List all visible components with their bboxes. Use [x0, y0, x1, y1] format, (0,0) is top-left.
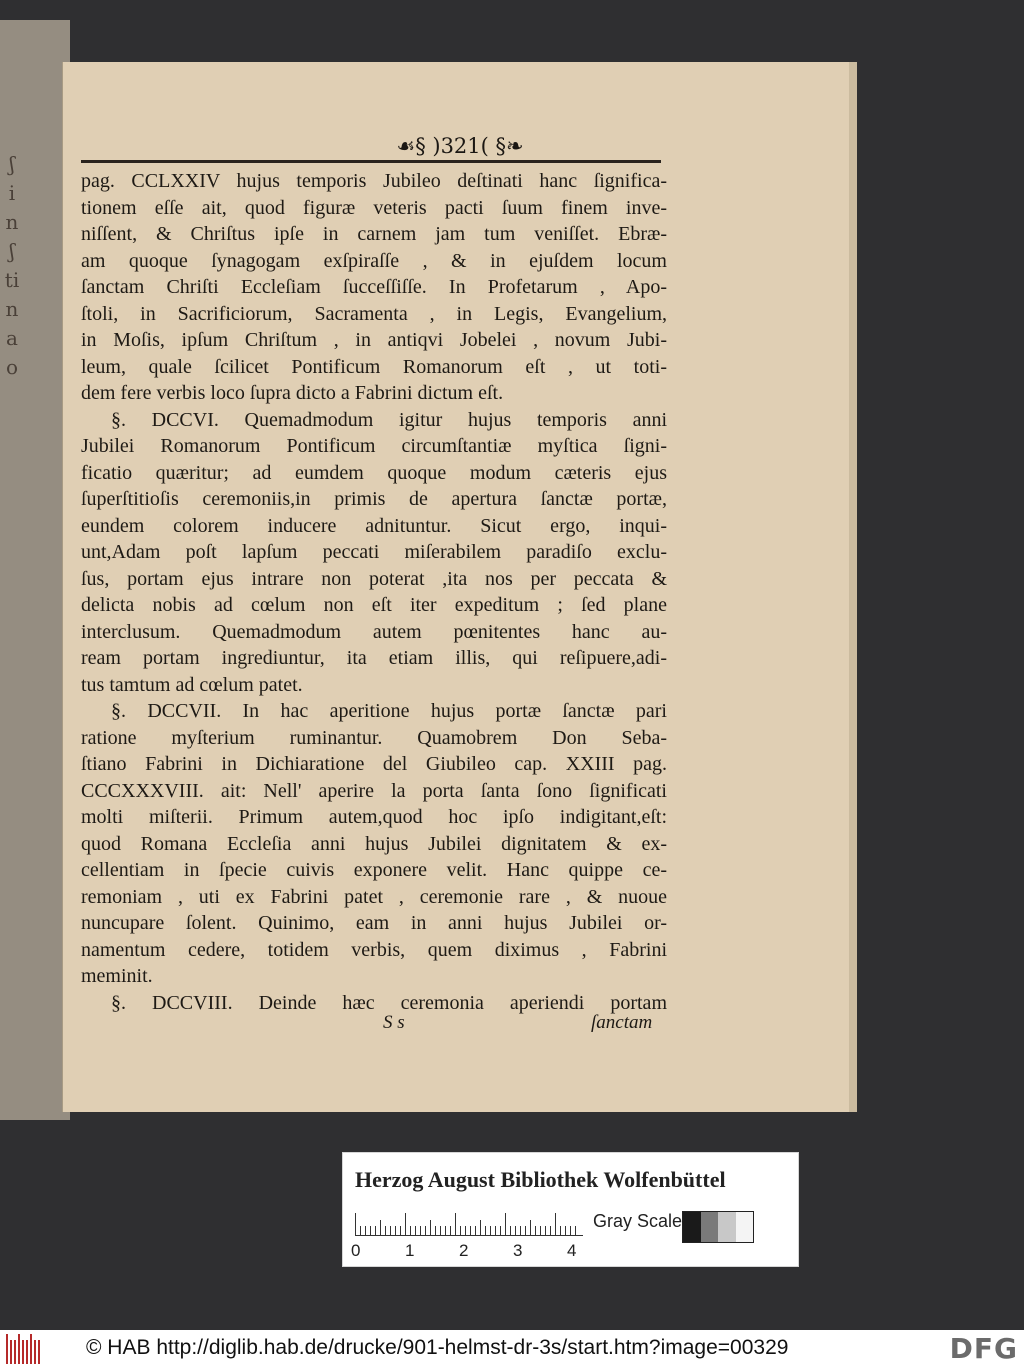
- ruler-tick: [480, 1220, 481, 1235]
- ruler-tick: [475, 1226, 476, 1235]
- ruler-tick: [465, 1226, 466, 1235]
- ruler-tick: [520, 1226, 521, 1235]
- facing-page-fragment: ʃ: [9, 239, 15, 263]
- gray-scale-label: Gray Scale: [593, 1211, 683, 1231]
- gray-swatch: [736, 1212, 754, 1242]
- ruler-tick: [395, 1226, 396, 1235]
- text-line: am quoque ſynagogam exſpiraſſe , & in ejuſdem locum: [81, 249, 667, 272]
- text-line: eundem colorem inducere adnituntur. Sicut ergo, inqui-: [81, 514, 667, 537]
- header-rule: [81, 160, 661, 163]
- ruler-tick: [425, 1226, 426, 1235]
- text-line: pag. CCLXXIV hujus temporis Jubileo deſtinati hanc ſignifica-: [81, 170, 667, 192]
- text-line: CCCXXXVIII. ait: Nell' aperire la porta ſanta ſono ſignificati: [81, 779, 667, 802]
- hab-logo-icon: [6, 1334, 44, 1364]
- ruler-tick: [505, 1213, 506, 1235]
- text-line: ream portam ingrediuntur, ita etiam illis, qui reſipuere,adi-: [81, 647, 667, 669]
- text-line: ficatio quæritur; ad eumdem quoque modum cæteris ejus: [81, 461, 667, 484]
- signature-mark: S s: [383, 1012, 405, 1033]
- ruler-tick: [510, 1226, 511, 1235]
- text-line: ſuperſtitioſis ceremoniis,in primis de apertura ſanctæ portæ,: [81, 488, 667, 510]
- scale-ruler: [355, 1209, 583, 1236]
- ruler-tick: [555, 1213, 556, 1235]
- text-line: tus tamtum ad cœlum patet.: [81, 673, 303, 696]
- ruler-tick: [370, 1226, 371, 1235]
- ruler-tick: [390, 1226, 391, 1235]
- logo-bar: [30, 1334, 32, 1364]
- footer-bar: [0, 1330, 1024, 1368]
- text-line: §. DCCVIII. Deinde hæc ceremonia aperiendi portam: [111, 991, 667, 1014]
- text-line: quod Romana Eccleſia anni hujus Jubilei dignitatem & ex-: [81, 832, 667, 855]
- logo-bar: [22, 1340, 24, 1364]
- logo-bar: [6, 1334, 8, 1364]
- logo-bar: [10, 1340, 12, 1364]
- page-header: ☙§ )321( §❧: [396, 134, 524, 158]
- text-line: molti miſterii. Primum autem,quod hoc ipſo indigitant,eſt:: [81, 806, 667, 828]
- library-label: [342, 1152, 799, 1267]
- scale-digit: 4: [567, 1241, 577, 1260]
- text-line: meminit.: [81, 965, 153, 987]
- ruler-tick: [540, 1226, 541, 1235]
- facing-page-fragment: i: [8, 181, 16, 205]
- ruler-tick: [430, 1220, 431, 1235]
- text-line: tionem eſſe ait, quod figuræ veteris pacti ſuum finem inve-: [81, 196, 667, 219]
- text-line: cellentiam in ſpecie cuivis exponere velit. Hanc quippe ce-: [81, 859, 667, 881]
- ruler-tick: [375, 1226, 376, 1235]
- gray-scale-swatches: [682, 1211, 754, 1243]
- facing-page-fragment: ti: [4, 268, 20, 292]
- facing-page-fragment: ʃ: [9, 152, 15, 176]
- ruler-tick: [410, 1226, 411, 1235]
- ruler-tick: [550, 1226, 551, 1235]
- ruler-tick: [435, 1226, 436, 1235]
- text-line: nuncupare ſolent. Quinimo, eam in anni hujus Jubilei or-: [81, 912, 667, 934]
- ruler-tick: [360, 1226, 361, 1235]
- ruler-tick: [445, 1226, 446, 1235]
- text-line: ſtiano Fabrini in Dichiaratione del Giubileo cap. XXIII pag.: [81, 753, 667, 775]
- logo-bar: [26, 1340, 28, 1364]
- ruler-tick: [450, 1226, 451, 1235]
- ruler-tick: [420, 1226, 421, 1235]
- copyright-link[interactable]: © HAB http://diglib.hab.de/drucke/901-helmst-dr-3s/start.htm?image=00329: [86, 1336, 789, 1359]
- text-line: niſſent, & Chriſtus ipſe in carnem jam tum veniſſet. Ebræ-: [81, 223, 667, 245]
- text-line: §. DCCVII. In hac aperitione hujus portæ ſanctæ pari: [111, 700, 667, 722]
- text-line: delicta nobis ad cœlum non eſt iter expeditum ; ſed plane: [81, 594, 667, 616]
- ruler-tick: [530, 1220, 531, 1235]
- facing-page-fragment: n: [5, 297, 19, 321]
- text-line: namentum cedere, totidem verbis, quem diximus , Fabrini: [81, 938, 667, 961]
- ruler-tick: [365, 1226, 366, 1235]
- gray-swatch: [683, 1212, 701, 1242]
- logo-bar: [18, 1334, 20, 1364]
- text-line: ſus, portam ejus intrare non poterat ,ita nos per peccata &: [81, 567, 667, 590]
- ruler-tick: [495, 1226, 496, 1235]
- ruler-tick: [535, 1226, 536, 1235]
- logo-bar: [34, 1340, 36, 1364]
- text-line: Jubilei Romanorum Pontificum circumſtantiæ myſtica ſigni-: [81, 435, 667, 457]
- scale-digits: [351, 1241, 591, 1261]
- catchword: ſanctam: [591, 1012, 653, 1033]
- text-line: dem fere verbis loco ſupra dicto a Fabrini dictum eſt.: [81, 382, 504, 404]
- facing-page-text: [0, 150, 24, 382]
- ruler-tick: [455, 1213, 456, 1235]
- ruler-tick: [565, 1226, 566, 1235]
- ruler-tick: [560, 1226, 561, 1235]
- text-line: leum, quale ſcilicet Pontificum Romanorum eſt , ut toti-: [81, 355, 667, 378]
- facing-page-fragment: n: [5, 210, 19, 234]
- text-line: ſanctam Chriſti Eccleſiam ſucceſſiſſe. In Profetarum , Apo-: [81, 276, 667, 298]
- ruler-tick: [485, 1226, 486, 1235]
- logo-bar: [38, 1340, 40, 1364]
- facing-page-fragment: a: [6, 326, 18, 350]
- ruler-tick: [525, 1226, 526, 1235]
- ruler-tick: [500, 1226, 501, 1235]
- ruler-tick: [405, 1213, 406, 1235]
- ruler-tick: [385, 1226, 386, 1235]
- text-line: ſtoli, in Sacrificiorum, Sacramenta , in Legis, Evangelium,: [81, 302, 667, 325]
- ruler-tick: [490, 1226, 491, 1235]
- gray-swatch: [701, 1212, 719, 1242]
- scale-digit: 3: [513, 1241, 523, 1260]
- ruler-tick: [470, 1226, 471, 1235]
- text-line: unt,Adam poſt lapſum peccati miſerabilem paradiſo exclu-: [81, 541, 667, 563]
- ruler-tick: [575, 1226, 576, 1235]
- ruler-tick: [515, 1226, 516, 1235]
- text-line: ratione myſterium ruminantur. Quamobrem Don Seba-: [81, 726, 667, 749]
- ruler-tick: [440, 1226, 441, 1235]
- logo-bar: [14, 1340, 16, 1364]
- scale-digit: 2: [459, 1241, 469, 1260]
- ruler-tick: [380, 1220, 381, 1235]
- library-name: Herzog August Bibliothek Wolfenbüttel: [355, 1167, 726, 1192]
- text-line: in Moſis, ipſum Chriſtum , in antiqvi Jobelei , novum Jubi-: [81, 329, 667, 351]
- dfg-logo: DFG: [949, 1332, 1018, 1365]
- gray-swatch: [718, 1212, 736, 1242]
- page-text: [81, 168, 667, 1016]
- facing-page-fragment: o: [5, 355, 19, 379]
- ruler-tick: [460, 1226, 461, 1235]
- ruler-tick: [415, 1226, 416, 1235]
- ruler-tick: [570, 1226, 571, 1235]
- ruler-tick: [545, 1226, 546, 1235]
- scale-digit: 0: [351, 1241, 361, 1260]
- ruler-tick: [355, 1213, 356, 1235]
- text-line: remoniam , uti ex Fabrini patet , ceremonie rare , & nuoue: [81, 885, 667, 908]
- ruler-tick: [400, 1226, 401, 1235]
- scale-digit: 1: [405, 1241, 415, 1260]
- text-line: §. DCCVI. Quemadmodum igitur hujus temporis anni: [111, 408, 667, 431]
- text-line: interclusum. Quemadmodum autem pœnitentes hanc au-: [81, 620, 667, 643]
- book-page: [62, 62, 857, 1112]
